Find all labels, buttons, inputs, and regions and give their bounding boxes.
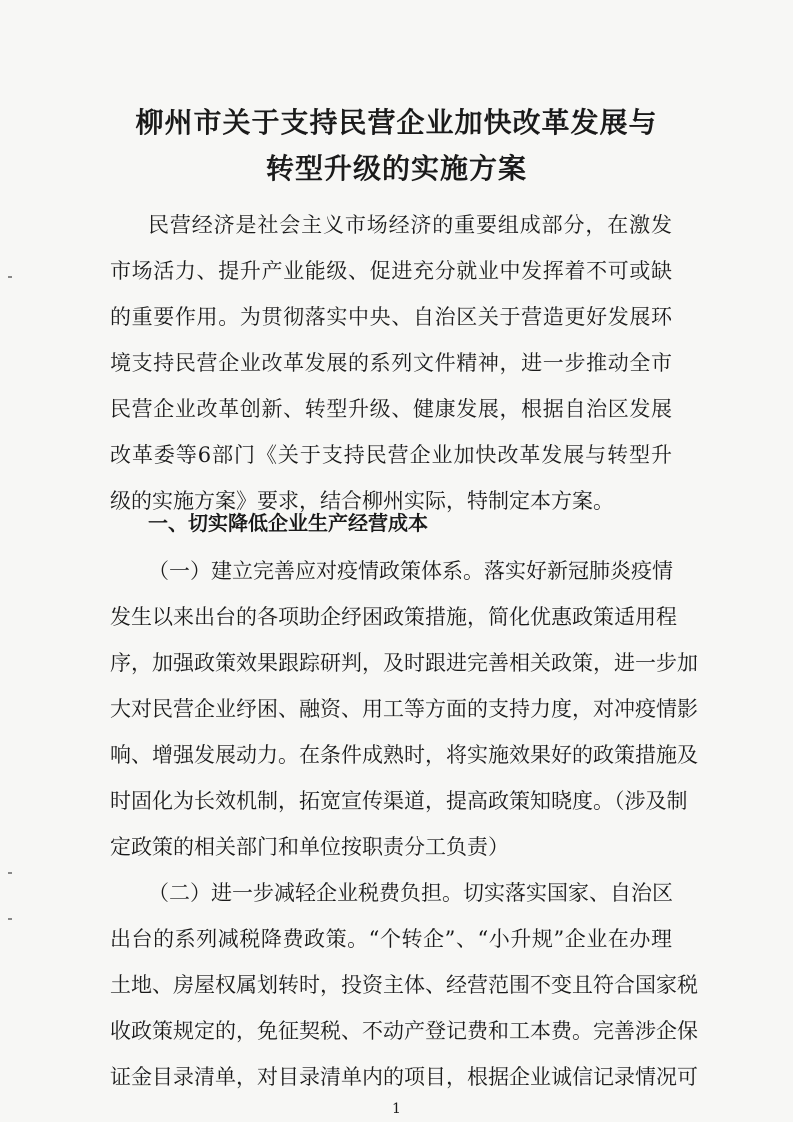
scan-speck bbox=[8, 276, 12, 278]
paragraph-line: 民营经济是社会主义市场经济的重要组成部分，在激发 bbox=[148, 213, 672, 237]
paragraph-line: （一）建立完善应对疫情政策体系。落实好新冠肺炎疫情 bbox=[148, 559, 673, 583]
paragraph-line: 发生以来出台的各项助企纾困政策措施，简化优惠政策适用程 bbox=[110, 605, 677, 629]
paragraph-line: 境支持民营企业改革发展的系列文件精神，进一步推动全市 bbox=[110, 351, 672, 375]
paragraph-line: （二）进一步减轻企业税费负担。切实落实国家、自治区 bbox=[148, 881, 673, 905]
section-heading: 一、切实降低企业生产经营成本 bbox=[148, 511, 428, 535]
paragraph-line: 的重要作用。为贯彻落实中央、自治区关于营造更好发展环 bbox=[110, 305, 672, 329]
paragraph-line: 时固化为长效机制，拓宽宣传渠道，提高政策知晓度。（涉及制 bbox=[110, 789, 688, 813]
document-title-line-1: 柳州市关于支持民营企业加快改革发展与 bbox=[135, 106, 658, 139]
document-title-line-2: 转型升级的实施方案 bbox=[265, 152, 527, 185]
scan-speck bbox=[8, 872, 12, 874]
paragraph-line: 收政策规定的，免征契税、不动产登记费和工本费。完善涉企保 bbox=[110, 1019, 698, 1043]
paragraph-line: 市场活力、提升产业能级、促进充分就业中发挥着不可或缺 bbox=[110, 259, 672, 283]
paragraph-line: 序，加强政策效果跟踪研判，及时跟进完善相关政策，进一步加 bbox=[110, 651, 698, 675]
paragraph-line: 民营企业改革创新、转型升级、健康发展，根据自治区发展 bbox=[110, 397, 672, 421]
paragraph-line: 级的实施方案》要求，结合柳州实际，特制定本方案。 bbox=[110, 489, 614, 513]
paragraph-line: 改革委等6部门《关于支持民营企业加快改革发展与转型升 bbox=[110, 443, 672, 467]
paragraph-line: 响、增强发展动力。在条件成熟时，将实施效果好的政策措施及 bbox=[110, 743, 698, 767]
paragraph-line: 出台的系列减税降费政策。“个转企”、“小升规”企业在办理 bbox=[110, 927, 672, 951]
paragraph-line: 大对民营企业纾困、融资、用工等方面的支持力度，对冲疫情影 bbox=[110, 697, 698, 721]
paragraph-line: 土地、房屋权属划转时，投资主体、经营范围不变且符合国家税 bbox=[110, 973, 698, 997]
paragraph-line: 定政策的相关部门和单位按职责分工负责） bbox=[110, 835, 509, 859]
paragraph-line: 证金目录清单，对目录清单内的项目，根据企业诚信记录情况可 bbox=[110, 1065, 698, 1089]
scan-speck bbox=[8, 918, 12, 920]
page-number: 1 bbox=[392, 1101, 401, 1117]
